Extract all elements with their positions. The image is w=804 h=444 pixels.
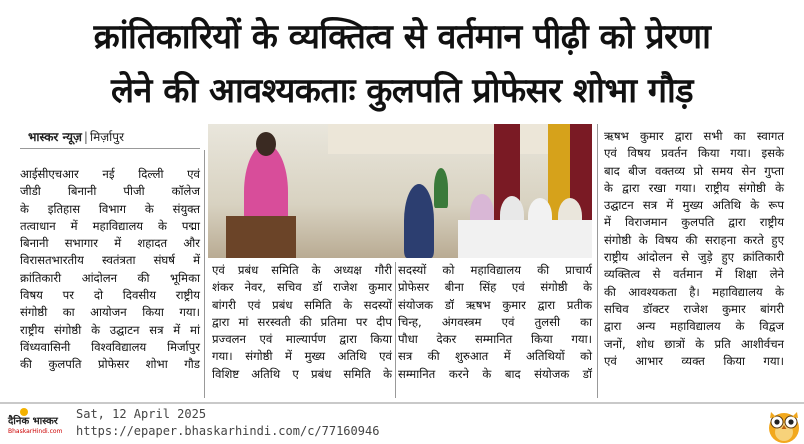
text-line: विरासतभारतीय स्वतंत्रता संघर्ष में [20,253,200,268]
photo-head-table [458,220,592,258]
text-line: विशिष्ट अतिथि ए प्रबंध समिति के [212,366,392,381]
dateline-separator: | [83,130,88,144]
article-column-2 [212,262,392,383]
text-line: बांगरी एवं प्रबंध समिति के सदस्यों [212,297,392,312]
text-line: में विराजमान कुलपति द्वारा राष्ट्रीय [604,215,784,230]
headline-line-2: लेने की आवश्यकताः कुलपति प्रोफेसर शोभा गौड़ [110,71,694,111]
photo-podium [226,216,296,258]
text-line: के इतिहास विभाग के संयुक्त [20,201,200,216]
column-rule-3 [597,124,598,398]
text-line: एवं प्रबंध समिति के अध्यक्ष गौरी [212,263,392,277]
text-line: सचिव डॉक्टर राजेश कुमार बांगरी [604,301,784,316]
text-line: द्वारा मां सरस्वती की प्रतिमा पर दीप [212,314,392,329]
text-line: राष्ट्रीय आंदोलन से जुड़े हुए क्रांतिकारी [604,250,784,265]
column-rule-1 [204,150,205,398]
text-line: सत्र की शुरुआत में अतिथियों को [398,349,592,364]
publish-date: Sat, 12 April 2025 [76,407,207,421]
text-line: विषय पर दो दिवसीय राष्ट्रीय [20,288,200,303]
dateline-rule [20,148,200,149]
text-line: गया। संगोष्ठी में मुख्य अतिथि एवं [212,349,392,364]
text-line: के द्वारा रखा गया। राष्ट्रीय संगोष्ठी के [604,180,784,195]
text-line: चिन्ह, अंगवस्त्रम एवं तुलसी का [398,314,592,329]
text-line: की कुलपति प्रोफेसर शोभा गौड [20,357,200,372]
text-line: प्रोफेसर बीना सिंह एवं संगोष्ठी के [398,280,592,295]
text-line: तत्वाधान में महाविद्यालय के पद्मा [20,218,200,233]
text-line: सम्मानित करने के बाद संयोजक डॉ [398,366,592,381]
news-source: भास्कर न्यूज़ [28,130,82,144]
text-line: द्वारा अन्य महाविद्यालय के विद्वज [604,319,784,334]
photo-guest-1 [404,184,434,258]
text-line: राष्ट्रीय संगोष्ठी के उद्घाटन सत्र में मां [20,322,200,337]
text-line: जनों, शोध छात्रों के प्रति आशीर्वचन [604,336,784,351]
article-column-4 [604,128,784,370]
source-url[interactable]: https://epaper.bhaskarhindi.com/c/77160946 [76,424,380,438]
text-line: एवं आभार व्यक्त किया गया। [604,353,784,368]
text-line: क्रांतिकारी आंदोलन की भूमिका [20,270,200,285]
event-photo [208,124,592,258]
photo-plant [434,168,448,208]
logo-text: दैनिक भास्कर [8,416,58,427]
article-column-1 [20,166,200,374]
column-rule-2 [395,262,396,398]
photo-speaker-head [256,132,276,156]
text-line: बिनानी सभागार में शहादत और [20,236,200,251]
footer-divider [0,402,804,404]
text-line: संगोष्ठी के विषय की सराहना करते हुए [604,232,784,247]
footer-meta [76,406,379,440]
text-line: शंकर नेवर, सचिव डॉ राजेश कुमार [212,280,392,295]
headline-line-1: क्रांतिकारियों के व्यक्तित्व से वर्तमान पीढ़ी को प्रेरणा [93,17,711,57]
text-line: आईसीएचआर नई दिल्ली एवं [20,167,200,181]
text-line: ऋषभ कुमार द्वारा सभी का स्वागत [604,129,784,143]
text-line: संयोजक डॉ ऋषभ कुमार द्वारा प्रतीक [398,297,592,312]
text-line: उद्घाटन सत्र में मुख्य अतिथि के रूप [604,198,784,213]
text-line: व्यक्तित्व से वर्तमान में शिक्षा लेने [604,267,784,282]
dateline [28,128,124,145]
owl-mascot-icon[interactable] [766,404,802,444]
text-line: की आवश्यकता है। महाविद्यालय के [604,284,784,299]
logo-subtext: BhaskarHindi.com [8,428,63,435]
text-line: जीडी बिनानी पीजी कॉलेज [20,184,200,199]
dateline-city: मिर्ज़ापुर [89,130,124,144]
brand-logo[interactable] [8,410,70,436]
text-line: प्रज्वलन एवं माल्यार्पण द्वारा किया [212,332,392,347]
text-line: विंध्यवासिनी विश्वविद्यालय मिर्जापुर [20,339,200,354]
text-line: एवं विषय प्रवर्तन किया गया। इसके [604,146,784,161]
article-column-3 [398,262,592,383]
text-line: पौधा देकर सम्मानित किया गया। [398,332,592,347]
text-line: संगोष्ठी का आयोजन किया गया। [20,305,200,320]
headline [0,0,804,124]
text-line: बाद बीज वक्तव्य प्रो समय सेन गुप्ता [604,163,784,178]
text-line: सदस्यों को महाविद्यालय की प्राचार्य [398,263,592,277]
logo-sun-icon [20,408,28,416]
